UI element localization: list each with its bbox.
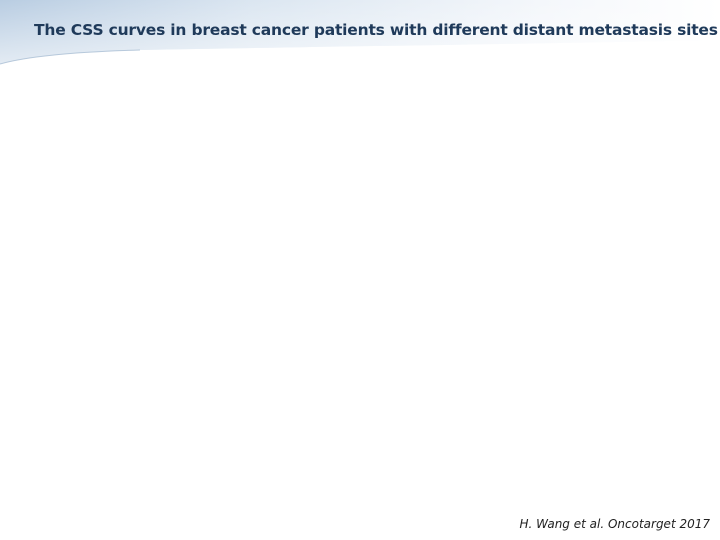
content-area xyxy=(0,70,720,510)
slide-title: The CSS curves in breast cancer patients with different distant metastasis sites xyxy=(34,21,718,39)
citation: H. Wang et al. Oncotarget 2017 xyxy=(519,517,710,531)
